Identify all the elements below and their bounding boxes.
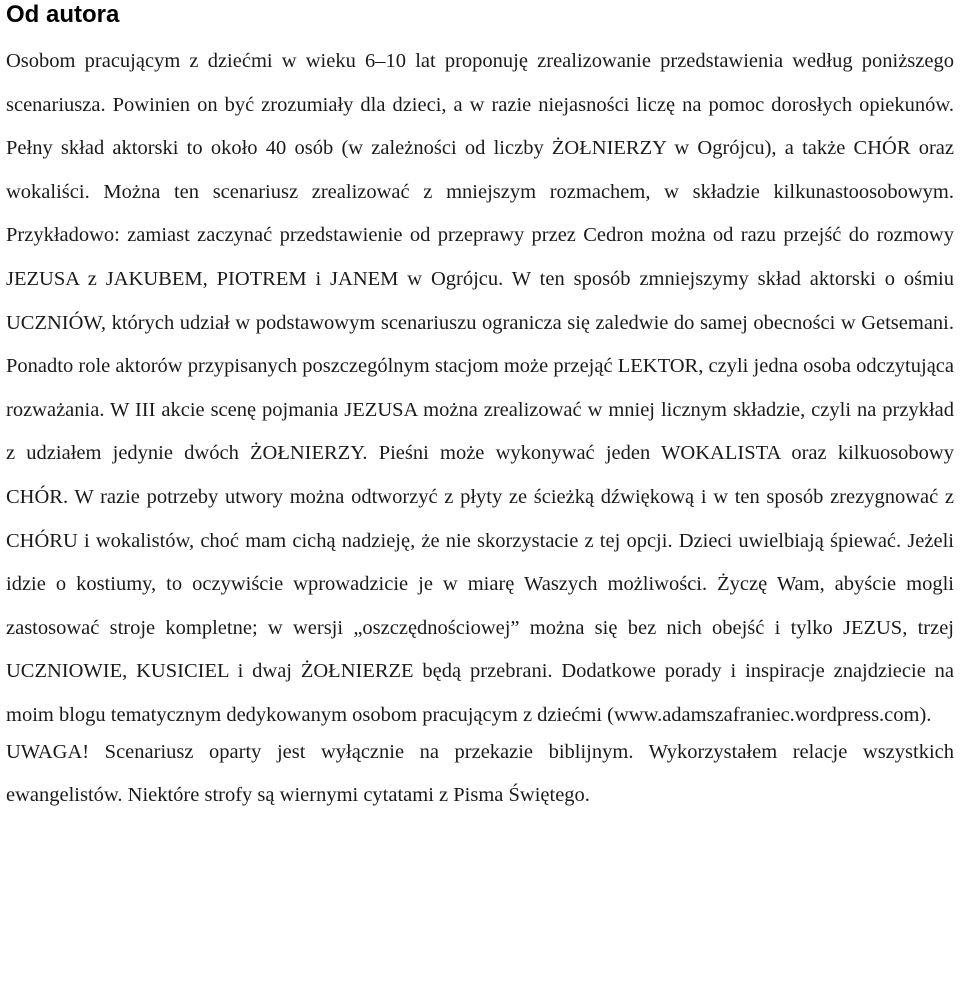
page-title: Od autora — [6, 1, 120, 28]
paragraph-note: UWAGA! Scenariusz oparty jest wyłącznie na przekazie biblijnym. Wykorzystałem relacje wszystkich ewangelistów. Niektóre strofy są wiernymi cytatami z Pisma Świętego. — [6, 740, 954, 807]
paragraph-intro: Osobom pracującym z dziećmi w wieku 6–10 lat proponuję zrealizowanie przedstawienia według poniższego scenariusza. Powinien on być zrozumiały dla dzieci, a w razie niejasności liczę na pomoc dorosłych opiekunów. Pełny skład aktorski to około 40 osób (w zależności od liczby ŻOŁNIERZY w Ogrójcu), a także CHÓR oraz wokaliści. Można ten scenariusz zrealizować z mniejszym rozmachem, w składzie kilkunastoosobowym. Przykładowo: zamiast zaczynać przedstawienie od przeprawy przez Cedron można od razu przejść do rozmowy JEZUSA z JAKUBEM, PIOTREM i JANEM w Ogrójcu. W ten sposób zmniejszymy skład aktorski o ośmiu UCZNIÓW, których udział w podstawowym scenariuszu ogranicza się zaledwie do samej obecności w Getsemani. Ponadto role aktorów przypisanych poszczególnym stacjom może przejąć LEKTOR, czyli jedna osoba odczytująca rozważania. W III akcie scenę pojmania JEZUSA można zrealizować w mniej licznym składzie, czyli na przykład z udziałem jedynie dwóch ŻOŁNIERZY. Pieśni może wykonywać jeden WOKALISTA oraz kilkuosobowy CHÓR. W razie potrzeby utwory można odtworzyć z płyty ze ścieżką dźwiękową i w ten sposób zrezygnować z CHÓRU i wokalistów, choć mam cichą nadzieję, że nie skorzystacie z tej opcji. Dzieci uwielbiają śpiewać. Jeżeli idzie o kostiumy, to oczywiście wprowadzicie je w miarę Waszych możliwości. Życzę Wam, abyście mogli zastosować stroje kompletne; w wersji „oszczędnościowej” można się bez nich obejść i tylko JEZUS, trzej UCZNIOWIE, KUSICIEL i dwaj ŻOŁNIERZE będą przebrani. Dodatkowe porady i inspiracje znajdziecie na moim blogu tematycznym dedykowanym osobom pracującym z dziećmi (www.adamszafraniec.wordpress.com). — [6, 50, 954, 726]
